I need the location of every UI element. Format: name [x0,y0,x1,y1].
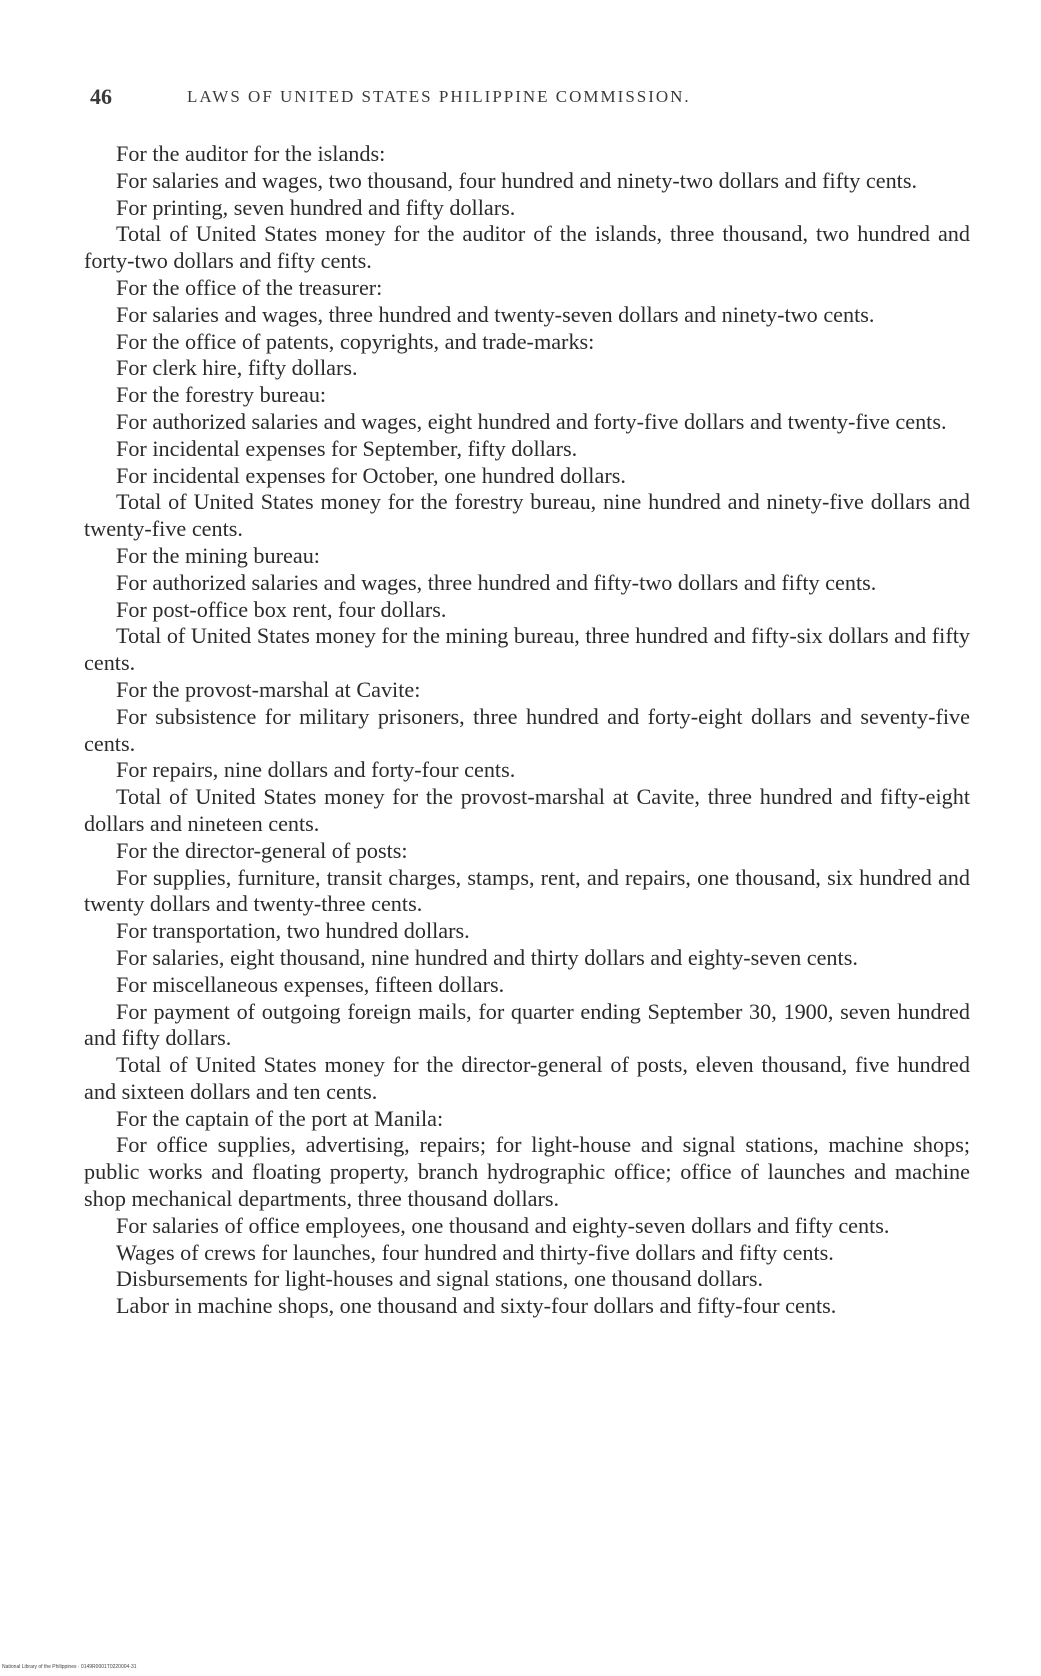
paragraph: Labor in machine shops, one thousand and sixty-four dollars and fifty-four cents. [116,1293,837,1319]
body-text [84,141,970,1320]
paragraph: For payment of outgoing foreign mails, for quarter ending September 30, 1900, seven hundred and fifty dollars. [84,998,970,1051]
paragraph: For subsistence for military prisoners, three hundred and forty-eight dollars and seventy-five cents. [84,703,970,756]
paragraph: For the director-general of posts: [116,837,408,863]
paragraph: For the provost-marshal at Cavite: [116,676,421,702]
paragraph: For the mining bureau: [116,542,320,568]
paragraph: Total of United States money for the mining bureau, three hundred and fifty-six dollars and fifty cents. [84,623,970,676]
running-head-text: LAWS OF UNITED STATES PHILIPPINE COMMISSION. [187,87,691,106]
paragraph: For authorized salaries and wages, three hundred and fifty-two dollars and fifty cents. [116,569,877,595]
page-number: 46 [90,84,112,109]
paragraph: For post-office box rent, four dollars. [116,596,447,622]
paragraph: For supplies, furniture, transit charges, stamps, rent, and repairs, one thousand, six hundred and twenty dollars and twenty-three cents. [84,864,970,917]
paragraph: Total of United States money for the provost-marshal at Cavite, three hundred and fifty-eight dollars and nineteen cents. [84,784,970,836]
paragraph: Wages of crews for launches, four hundred and thirty-five dollars and fifty cents. [116,1239,834,1265]
paragraph: For salaries and wages, two thousand, four hundred and ninety-two dollars and fifty cents. [116,167,918,193]
paragraph: For the office of the treasurer: [116,274,383,300]
paragraph: For salaries and wages, three hundred and twenty-seven dollars and ninety-two cents. [116,301,875,327]
paragraph: For incidental expenses for October, one hundred dollars. [116,462,626,488]
paragraph: Total of United States money for the director-general of posts, eleven thousand, five hundred and sixteen dollars and ten cents. [84,1052,970,1104]
paragraph: For salaries of office employees, one thousand and eighty-seven dollars and fifty cents. [116,1212,890,1238]
scan-credit: National Library of the Philippines · 0149R0001T0220004·31 [2,1664,137,1670]
paragraph: For the forestry bureau: [116,382,327,408]
running-head [187,86,691,108]
paragraph: Disbursements for light-houses and signal stations, one thousand dollars. [116,1266,764,1292]
paragraph: Total of United States money for the forestry bureau, nine hundred and ninety-five dollars and twenty-five cents. [84,489,970,542]
paragraph: Total of United States money for the auditor of the islands, three thousand, two hundred and forty-two dollars and fifty cents. [84,221,970,274]
paragraph: For clerk hire, fifty dollars. [116,355,358,381]
paragraph: For the captain of the port at Manila: [116,1105,444,1131]
paragraph: For printing, seven hundred and fifty dollars. [116,194,516,220]
paragraph: For transportation, two hundred dollars. [116,918,470,944]
paragraph: For office supplies, advertising, repairs; for light-house and signal stations, machine shops; public works and floating property, branch hydrographic office; office of launches and machine shop mechanical departments, three thousand dollars. [84,1132,970,1212]
paragraph: For the auditor for the islands: [116,141,386,166]
paragraph: For the office of patents, copyrights, and trade-marks: [116,328,595,354]
page-header [90,84,970,114]
paragraph: For salaries, eight thousand, nine hundred and thirty dollars and eighty-seven cents. [116,944,858,970]
paragraph: For miscellaneous expenses, fifteen dollars. [116,971,505,997]
paragraph: For repairs, nine dollars and forty-four cents. [116,757,516,783]
paragraph: For authorized salaries and wages, eight hundred and forty-five dollars and twenty-five cents. [116,408,947,434]
paragraph: For incidental expenses for September, fifty dollars. [116,435,578,461]
